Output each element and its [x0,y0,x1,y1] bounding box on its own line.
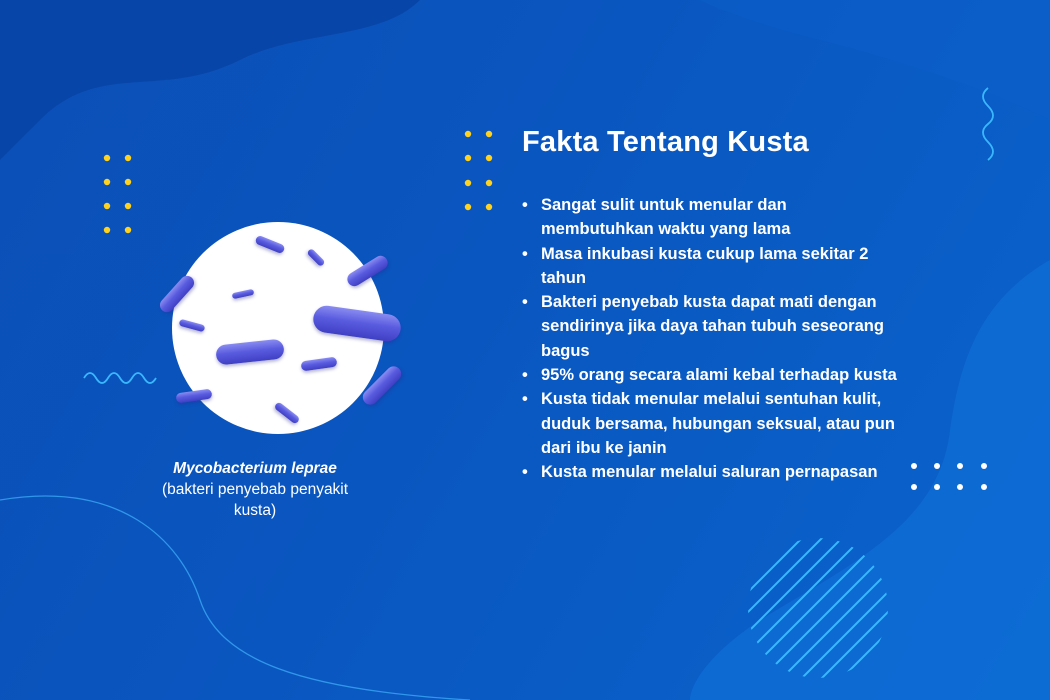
top-left-blob [0,0,420,160]
image-caption [150,458,360,521]
list-item: • Bakteri penyebab kusta dapat mati dengan sendirinya jika daya tahan tubuh seseorang bagus [522,290,902,363]
facts-list [522,193,902,485]
bottom-curve-line [0,496,470,700]
caption-scientific-name: Mycobacterium leprae [173,460,337,477]
wave-line-right [983,88,993,160]
yellow-dots-title [465,131,492,210]
list-item: • 95% orang secara alami kebal terhadap kusta [522,363,902,387]
page-title: Fakta Tentang Kusta [522,126,809,158]
wave-line-left [84,373,156,383]
caption-description: (bakteri penyebab penyakit kusta) [161,481,349,519]
top-right-blob [700,0,1050,120]
list-item: • Kusta tidak menular melalui sentuhan kulit, duduk bersama, hubungan seksual, atau pun dari ibu ke janin [522,387,902,460]
list-item: • Sangat sulit untuk menular dan membutuhkan waktu yang lama [522,193,902,242]
list-item: • Masa inkubasi kusta cukup lama sekitar 2 tahun [522,242,902,291]
list-item: • Kusta menular melalui saluran pernapasan [522,460,902,484]
yellow-dots-left [104,155,131,233]
